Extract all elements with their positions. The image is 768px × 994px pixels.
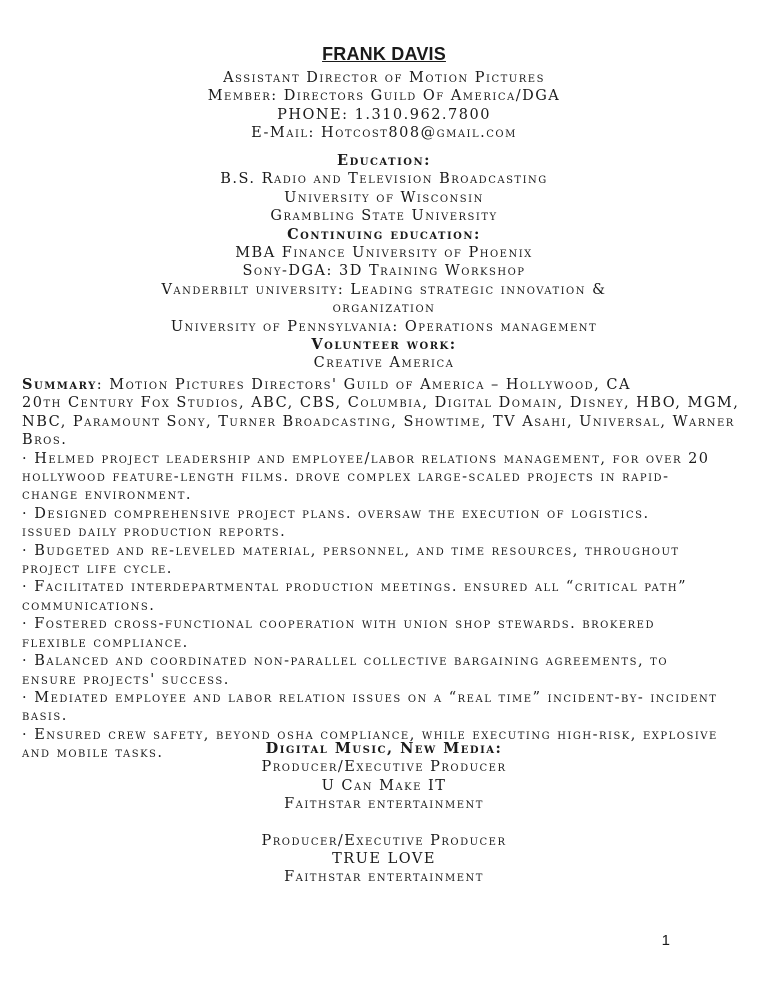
- candidate-name: FRANK DAVIS: [322, 44, 446, 64]
- summary-line: issued daily production reports.: [22, 524, 287, 541]
- summary-line: · Budgeted and re-leveled material, personnel, and time resources, throughout: [22, 542, 680, 559]
- education-item: Grambling State University: [270, 208, 498, 225]
- education-heading: Education:: [337, 152, 431, 169]
- summary-line: · Facilitated interdepartmental production meetings. ensured all “critical path”: [22, 579, 688, 596]
- project-role: Producer/Executive Producer: [261, 832, 507, 849]
- membership: Member: Directors Guild Of America/DGA: [207, 88, 561, 105]
- digital-media-section: [0, 740, 768, 887]
- project-title: TRUE LOVE: [332, 851, 436, 868]
- project-role: Producer/Executive Producer: [261, 759, 507, 776]
- continuing-education-item: University of Pennsylvania: Operations management: [170, 318, 598, 335]
- volunteer-item: Creative America: [313, 355, 455, 372]
- summary-label: Summary: [22, 376, 97, 393]
- summary-intro-text: : Motion Pictures Directors' Guild of America – Hollywood, CA: [96, 377, 631, 393]
- digital-media-heading: Digital Music, New Media:: [265, 740, 503, 757]
- continuing-education-item: organization: [332, 300, 436, 317]
- education-item: University of Wisconsin: [284, 189, 484, 206]
- summary-line: ensure projects' success.: [22, 671, 230, 688]
- header-details: [0, 69, 768, 143]
- summary-line: · Designed comprehensive project plans. oversaw the execution of logistics.: [22, 505, 650, 522]
- continuing-education-item: MBA Finance University of Phoenix: [235, 245, 533, 262]
- summary-intro: [22, 376, 750, 394]
- summary-line: communications.: [22, 597, 156, 614]
- page-number: 1: [661, 932, 670, 949]
- project-title: U Can Make IT: [321, 777, 447, 794]
- project-company: Faithstar entertainment: [284, 869, 484, 886]
- continuing-education-heading: Continuing education:: [287, 225, 481, 243]
- summary-line: basis.: [22, 708, 68, 725]
- summary-section: [22, 376, 750, 763]
- summary-line: · Balanced and coordinated non-parallel collective bargaining agreements, to: [22, 653, 669, 670]
- summary-line: · Fostered cross-functional cooperation with union shop stewards. brokered: [22, 616, 655, 633]
- continuing-education-item: Vanderbilt university: Leading strategic innovation &: [161, 281, 607, 298]
- phone-number: PHONE: 1.310.962.7800: [277, 106, 491, 123]
- project-company: Faithstar entertainment: [284, 796, 484, 813]
- continuing-education-item: Sony-DGA: 3D Training Workshop: [242, 263, 526, 280]
- volunteer-heading: Volunteer work:: [311, 336, 457, 354]
- education-section: [0, 152, 768, 373]
- education-item: B.S. Radio and Television Broadcasting: [220, 171, 548, 188]
- summary-line: flexible compliance.: [22, 634, 189, 651]
- spacer: [0, 814, 768, 832]
- summary-line: and mobile tasks.: [22, 745, 164, 762]
- summary-line: · Helmed project leadership and employee/labor relations management, for over 20: [22, 450, 710, 467]
- email-address: E-Mail: Hotcost808@gmail.com: [251, 125, 517, 142]
- job-title: Assistant Director of Motion Pictures: [223, 70, 545, 86]
- summary-line: change environment.: [22, 487, 193, 504]
- summary-line: · Ensured crew safety, beyond osha compliance, while executing high-risk, explosive: [22, 726, 718, 743]
- summary-line: NBC, Paramount Sony, Turner Broadcasting, Showtime, TV Asahi, Universal, Warner: [22, 413, 735, 430]
- summary-line: hollywood feature-length films. drove complex large-scaled projects in rapid-: [22, 469, 670, 486]
- summary-line: · Mediated employee and labor relation issues on a “real time” incident-by- incident: [22, 689, 718, 706]
- summary-line: project life cycle.: [22, 561, 173, 578]
- summary-line: 20th Century Fox Studios, ABC, CBS, Columbia, Digital Domain, Disney, HBO, MGM,: [22, 395, 740, 412]
- summary-line: Bros.: [22, 432, 68, 449]
